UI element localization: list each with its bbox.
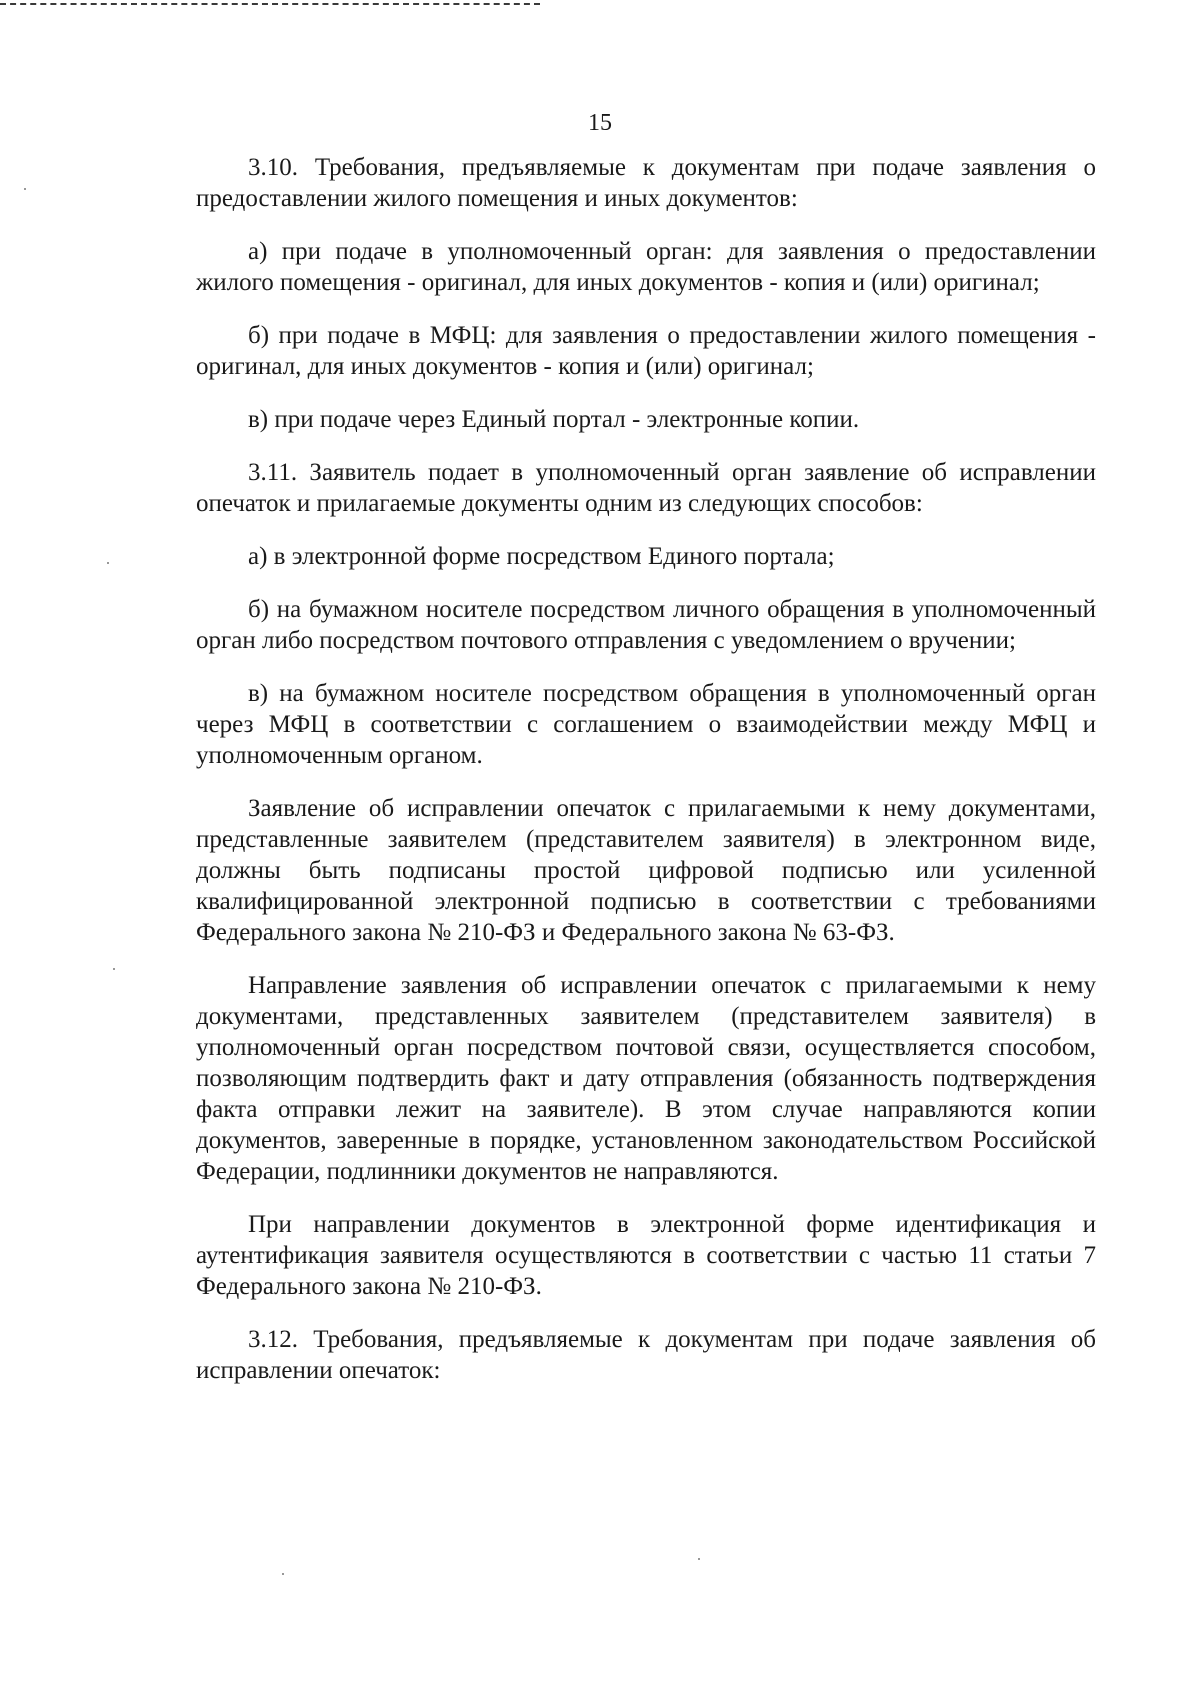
scan-speck [698,1558,700,1560]
top-dashed-rule [0,3,540,5]
paragraph-3-10-b: б) при подаче в МФЦ: для заявления о предоставлении жилого помещения - оригинал, для иных документов - копия и (или) оригинал; [196,322,1096,380]
paragraph-3-11-c: в) на бумажном носителе посредством обращения в уполномоченный орган через МФЦ в соответствии с соглашением о взаимодействии между МФЦ и уполномоченным органом. [196,680,1096,769]
scan-speck [24,188,26,190]
paragraph-3-11-b: б) на бумажном носителе посредством личного обращения в уполномоченный орган либо посредством почтового отправления с уведомлением о вручении; [196,596,1096,654]
scan-speck [282,1573,284,1575]
scan-speck [113,968,115,970]
page-number: 15 [588,110,612,136]
paragraph-postal-submission: Направление заявления об исправлении опечаток с прилагаемыми к нему документами, представленных заявителем (представителем заявителя) в уполномоченный орган посредством почтовой связи, осуществляется способом, позволяющим подтвердить факт и дату отправления (обязанность подтверждения факта отправки лежит на заявителе). В этом случае направляются копии документов, заверенные в порядке, установленном законодательством Российской Федерации, подлинники документов не направляются. [196,972,1096,1185]
scan-speck [107,562,109,564]
paragraph-3-10-a: а) при подаче в уполномоченный орган: для заявления о предоставлении жилого помещения - оригинал, для иных документов - копия и (или) оригинал; [196,238,1096,296]
paragraph-electronic-identification: При направлении документов в электронной форме идентификация и аутентификация заявителя осуществляются в соответствии с частью 11 статьи 7 Федерального закона № 210-ФЗ. [196,1211,1096,1300]
paragraph-3-11-a: а) в электронной форме посредством Единого портала; [248,543,835,570]
paragraph-3-12: 3.12. Требования, предъявляемые к документам при подаче заявления об исправлении опечаток: [196,1326,1096,1384]
paragraph-3-11: 3.11. Заявитель подает в уполномоченный орган заявление об исправлении опечаток и прилагаемые документы одним из следующих способов: [196,459,1096,517]
document-body [196,152,1096,1408]
paragraph-signature-requirements: Заявление об исправлении опечаток с прилагаемыми к нему документами, представленные заявителем (представителем заявителя) в электронном виде, должны быть подписаны простой цифровой подписью или усиленной квалифицированной электронной подписью в соответствии с требованиями Федерального закона № 210-ФЗ и Федерального закона № 63-ФЗ. [196,795,1096,946]
paragraph-3-10-c: в) при подаче через Единый портал - электронные копии. [248,406,860,433]
paragraph-3-10: 3.10. Требования, предъявляемые к документам при подаче заявления о предоставлении жилого помещения и иных документов: [196,154,1096,212]
